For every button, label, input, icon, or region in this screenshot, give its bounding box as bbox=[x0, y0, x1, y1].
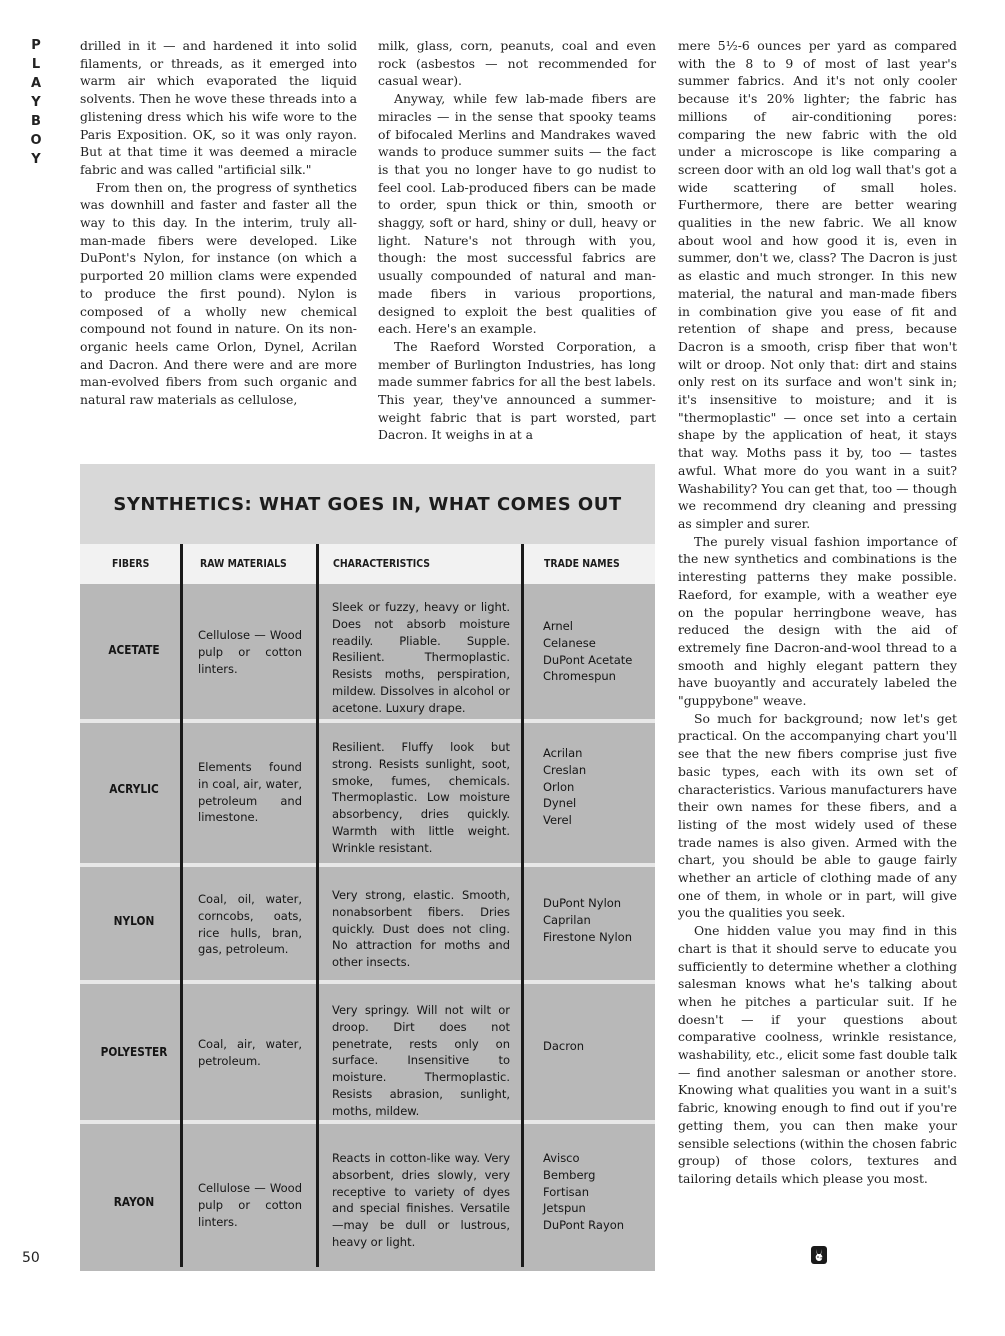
trade-name: Jetspun bbox=[543, 1201, 586, 1216]
raw-materials: Cellulose — Wood pulp or cotton linters. bbox=[198, 628, 302, 676]
trade-name: Arnel bbox=[543, 619, 573, 633]
column-divider bbox=[180, 544, 183, 1267]
fiber-name: NYLON bbox=[113, 914, 155, 928]
raw-materials: Coal, oil, water, corncobs, oats, rice hulls, bran, gas, petroleum. bbox=[198, 892, 302, 957]
rabbit-head-logo-icon bbox=[811, 1246, 827, 1264]
header-fibers: FIBERS bbox=[112, 557, 150, 570]
trade-name: Bemberg bbox=[543, 1167, 596, 1182]
fiber-name: ACETATE bbox=[108, 643, 160, 657]
fiber-name: ACRYLIC bbox=[109, 782, 159, 796]
page-number: 50 bbox=[22, 1250, 40, 1266]
chart-row-acetate bbox=[80, 584, 655, 719]
article-column-2 bbox=[378, 37, 656, 444]
trade-name: Caprilan bbox=[543, 912, 591, 927]
characteristics: Very strong, elastic. Smooth, nonabsorbent fibers. Dries quickly. Dust does not cling. No attraction for moths and other insects. bbox=[332, 888, 510, 970]
header-characteristics: CHARACTERISTICS bbox=[333, 557, 431, 570]
fiber-name: RAYON bbox=[113, 1195, 155, 1209]
trade-names bbox=[543, 895, 651, 945]
paragraph: One hidden value you may find in this chart is that it should serve to educate you sufficiently to determine whether a clothing salesman knows what he's talking about when he pitches a particular suit. If he doesn't — if your questions about comparative coolness, wrinkle resistance, washability, etc., elicit some fast double talk — find another salesman or another store. Knowing what qualities you want in a suit's fabric, knowing enough to find out if you're getting them, you can then make your sensible selections (within the chosen fabric group) of those colors, textures and tailoring details which please you most. bbox=[678, 923, 957, 1186]
trade-name: Dacron bbox=[543, 1039, 585, 1053]
masthead-letter: Y bbox=[31, 95, 41, 110]
paragraph: Anyway, while few lab-made fibers are miracles — in the sense that spooky teams of bifocaled Merlins and Mandrakes waved wands to produce summer suits — the fact is that you no longer have to go nudist to feel cool. Lab-produced fibers can be made to order, spun thick or thin, smooth or shaggy, soft or hard, shiny or dull, heavy or light. Nature's not through with you, though: the most successful fabrics are usually compounded of natural and man-made fibers in various proportions, designed to exploit the best qualities of each. Here's an example. bbox=[378, 91, 656, 337]
paragraph: mere 5½-6 ounces per yard as compared with the 8 to 9 of most of last year's summer fabrics. And it's not only cooler because it's 20% lighter; the fabric has millions of air-conditioning pores: comparing the new fabric with the old under a microscope is like comparing a screen door with an old log wall that's got a wide scattering of small holes. Furthermore, there are better wearing qualities in the new fabric. We all know about wool and how good it is, even in summer, don't we, class? The Dacron is just as elastic and much stronger. In this new material, the natural and man-made fibers in combination give you ease of fit and retention of shape and press, because Dacron is a smooth, crisp fiber that won't wilt or droop. Not only that: dirt and stains only rest on its surface and won't sink in; it's insensitive to moisture; and it is "thermoplastic" — once set into a certain shape by the application of heat, it stays that way. Moths pass it by, too — tastes awful. What more do you want in a suit? Washability? You can get that, too — though we recommend dry cleaning and pressing as simpler and surer. bbox=[678, 38, 957, 531]
paragraph: The purely visual fashion importance of the new synthetics and combinations is the interesting patterns they make possible. Raeford, for example, with a weather eye on the popular herringbone weave, has reduced the design with the aid of extremely fine Dacron-and-wool thread to a smooth and highly elegant pattern they have buoyantly and accurately labeled the "guppybone" weave. bbox=[678, 533, 957, 709]
paragraph: milk, glass, corn, peanuts, coal and even rock (asbestos — not recommended for casual wear). bbox=[378, 38, 656, 89]
synthetics-chart bbox=[80, 464, 655, 1267]
chart-header-row bbox=[80, 544, 655, 584]
trade-name: Chromespun bbox=[543, 669, 616, 684]
characteristics: Sleek or fuzzy, heavy or light. Does not absorb moisture readily. Pliable. Supple. Resilient. Thermoplastic. Resists moths, perspiration, mildew. Dissolves in alcohol or acetone. Luxury drape. bbox=[332, 600, 510, 715]
chart-row-acrylic bbox=[80, 719, 655, 863]
trade-name: Dynel bbox=[543, 796, 577, 811]
trade-name: Creslan bbox=[543, 762, 587, 777]
trade-name: DuPont Acetate bbox=[543, 652, 633, 667]
characteristics: Resilient. Fluffy look but strong. Resists sunlight, soot, smoke, fumes, chemicals. Thermoplastic. Low moisture absorbency, dries quickly. Warmth with little weight. Wrinkle resistant. bbox=[332, 740, 510, 855]
characteristics: Reacts in cotton-like way. Very absorbent, dries slowly, very receptive to variety of dyes and special finishes. Versatile—may be dull or lustrous, heavy or light. bbox=[332, 1151, 510, 1249]
trade-name: DuPont Rayon bbox=[543, 1218, 625, 1233]
trade-names bbox=[543, 1150, 651, 1234]
header-raw-materials: RAW MATERIALS bbox=[200, 557, 287, 570]
masthead-letter: L bbox=[31, 57, 41, 72]
masthead-letter: Y bbox=[31, 152, 41, 167]
raw-materials: Coal, air, water, petroleum. bbox=[198, 1037, 302, 1068]
chart-row-rayon bbox=[80, 1120, 655, 1271]
trade-name: Firestone Nylon bbox=[543, 929, 633, 944]
paragraph: The Raeford Worsted Corporation, a member of Burlington Industries, has long made summer fabrics for all the best labels. This year, they've announced a summer-weight fabric that is part worsted, part Dacron. It weighs in at a bbox=[378, 338, 656, 443]
trade-name: Verel bbox=[543, 813, 572, 828]
masthead-letter: O bbox=[30, 133, 42, 148]
article-column-1 bbox=[80, 37, 357, 409]
trade-name: Acrilan bbox=[543, 746, 583, 760]
magazine-name-vertical bbox=[25, 36, 47, 169]
characteristics: Very springy. Will not wilt or droop. Dirt does not penetrate, rests only on surface. Insensitive to moisture. Thermoplastic. Resists abrasion, sunlight, moths, mildew. bbox=[332, 1003, 510, 1118]
trade-names bbox=[543, 745, 651, 829]
column-divider bbox=[316, 544, 319, 1267]
trade-name: Celanese bbox=[543, 635, 596, 650]
raw-materials: Elements found in coal, air, water, petroleum and limestone. bbox=[198, 760, 302, 825]
fiber-name: POLYESTER bbox=[100, 1045, 168, 1059]
paragraph: From then on, the progress of synthetics was downhill and faster and faster all the way to this day. In the interim, truly all-man-made fibers were developed. Like DuPont's Nylon, for instance (on which a purported 20 million clams were expended to produce the first pound). Nylon is composed of a wholly new chemical compound not found in nature. On its non-organic heels came Orlon, Dynel, Acrilan and Dacron. And there were and are more man-evolved fibers from such organic and natural raw materials as cellulose, bbox=[80, 179, 357, 408]
masthead-letter: B bbox=[31, 114, 41, 129]
chart-row-polyester bbox=[80, 980, 655, 1120]
chart-title: SYNTHETICS: WHAT GOES IN, WHAT COMES OUT bbox=[113, 494, 622, 515]
masthead-letter: A bbox=[30, 76, 42, 91]
chart-row-nylon bbox=[80, 863, 655, 980]
paragraph: drilled in it — and hardened it into solid filaments, or threads, as it emerged into warm air which evaporated the liquid solvents. Then he wove these threads into a glistening dress which his wife wore to the Paris Exposition. OK, so it was only rayon. But at that time it was deemed a miracle fabric and was called "artificial silk." bbox=[80, 38, 357, 177]
column-divider bbox=[521, 544, 524, 1267]
paragraph: So much for background; now let's get practical. On the accompanying chart you'll see that the new fibers comprise just five basic types, each with its own set of characteristics. Various manufacturers have their own names for these fibers, and a listing of the most widely used of these trade names is also given. Armed with the chart, you should be able to gauge fairly whether an article of clothing made of any one of them, in whole or in part, will give you the qualities you seek. bbox=[678, 710, 957, 921]
trade-name: Orlon bbox=[543, 779, 575, 794]
header-trade-names: TRADE NAMES bbox=[544, 557, 620, 570]
masthead-letter: P bbox=[31, 38, 41, 53]
trade-names bbox=[543, 1038, 651, 1055]
trade-name: DuPont Nylon bbox=[543, 896, 622, 910]
trade-names bbox=[543, 618, 651, 685]
article-column-3 bbox=[678, 37, 957, 1188]
trade-name: Fortisan bbox=[543, 1184, 589, 1199]
trade-name: Avisco bbox=[543, 1151, 580, 1165]
raw-materials: Cellulose — Wood pulp or cotton linters. bbox=[198, 1181, 302, 1229]
